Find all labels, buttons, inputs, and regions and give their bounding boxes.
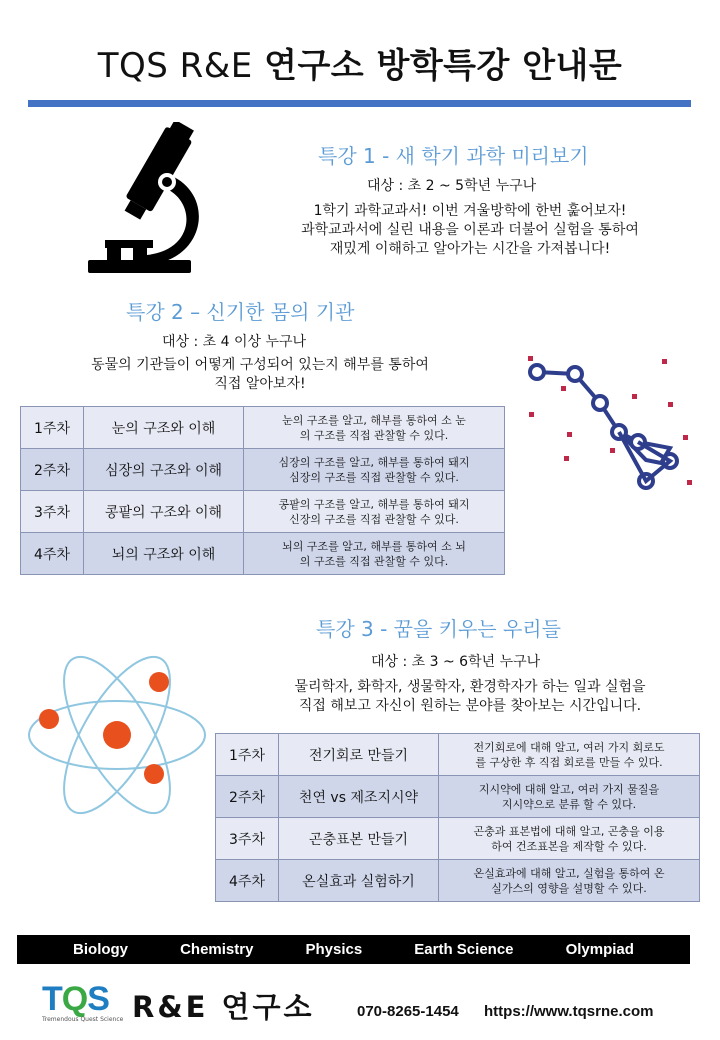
microscope-icon	[85, 122, 205, 277]
table-row	[21, 449, 505, 491]
detail-line: 콩팥의 구조를 알고, 해부를 통하여 돼지	[278, 497, 470, 511]
table-row	[216, 734, 700, 776]
detail-line: 뇌의 구조를 알고, 해부를 통하여 소 뇌	[282, 539, 466, 553]
detail-line: 실가스의 영향을 설명할 수 있다.	[491, 881, 647, 895]
page-title	[0, 38, 720, 87]
subject-label: Biology	[73, 941, 129, 958]
week-cell: 1주차	[21, 407, 84, 449]
lecture1-title: 특강 1 - 새 학기 과학 미리보기	[318, 144, 589, 168]
lecture1-target: 대상 : 초 2 ~ 5학년 누구나	[367, 178, 537, 194]
detail-cell	[439, 734, 700, 776]
topic-cell: 눈의 구조와 이해	[84, 407, 244, 449]
lecture3-description	[240, 678, 700, 716]
table-row	[216, 818, 700, 860]
lecture2-description	[15, 356, 505, 394]
logo-subtitle: Tremendous Quest Science	[42, 1016, 124, 1023]
topic-cell: 천연 vs 제조지시약	[279, 776, 439, 818]
logo-letters: TQS	[42, 980, 109, 1018]
week-cell: 4주차	[216, 860, 279, 902]
detail-line: 눈의 구조를 알고, 해부를 통하여 소 눈	[282, 413, 466, 427]
detail-line: 지시약으로 분류 할 수 있다.	[501, 797, 637, 811]
week-cell: 1주차	[216, 734, 279, 776]
website-link[interactable]: https://www.tqsrne.com	[484, 1003, 654, 1020]
title-main: 연구소 방학특강 안내문	[264, 46, 623, 86]
detail-line: 심장의 구조를 알고, 해부를 통하여 돼지	[278, 455, 470, 469]
lecture2-title: 특강 2 – 신기한 몸의 기관	[126, 300, 355, 324]
subject-label: Olympiad	[565, 941, 634, 958]
subject-band	[17, 935, 690, 964]
detail-line: 의 구조를 직접 관찰할 수 있다.	[299, 554, 449, 568]
lecture2-desc-line: 직접 알아보자!	[214, 376, 306, 392]
lecture3-desc-line: 직접 해보고 자신이 원하는 분야를 찾아보는 시간입니다.	[298, 698, 642, 714]
table-row	[216, 776, 700, 818]
title-prefix: TQS R&E	[97, 46, 253, 86]
lecture2-target: 대상 : 초 4 이상 누구나	[162, 334, 307, 350]
lecture3-desc-line: 물리학자, 화학자, 생물학자, 환경학자가 하는 일과 실험을	[294, 679, 646, 695]
detail-cell	[439, 860, 700, 902]
detail-line: 지시약에 대해 알고, 여러 가지 물질을	[478, 782, 660, 796]
topic-cell: 뇌의 구조와 이해	[84, 533, 244, 575]
topic-cell: 곤충표본 만들기	[279, 818, 439, 860]
tqs-logo	[42, 982, 122, 1028]
brand-name: R&E 연구소	[132, 990, 315, 1024]
detail-cell	[244, 491, 505, 533]
detail-cell	[439, 776, 700, 818]
lecture1-description	[250, 202, 690, 259]
week-cell: 2주차	[216, 776, 279, 818]
detail-cell	[244, 533, 505, 575]
table-row	[21, 407, 505, 449]
detail-cell	[244, 449, 505, 491]
lecture2-desc-line: 동물의 기관들이 어떻게 구성되어 있는지 해부를 통하여	[91, 357, 429, 373]
detail-cell	[439, 818, 700, 860]
detail-line: 하여 건조표본을 제작할 수 있다.	[491, 839, 647, 853]
subject-label: Physics	[305, 941, 363, 958]
lecture2-schedule-table	[20, 406, 505, 575]
week-cell: 3주차	[216, 818, 279, 860]
atom-icon	[25, 640, 210, 830]
table-row	[216, 860, 700, 902]
topic-cell: 온실효과 실험하기	[279, 860, 439, 902]
subject-label: Earth Science	[414, 941, 514, 958]
lecture3-title: 특강 3 - 꿈을 키우는 우리들	[316, 617, 561, 641]
detail-cell	[244, 407, 505, 449]
table-row	[21, 491, 505, 533]
molecule-icon	[520, 350, 700, 500]
topic-cell: 콩팥의 구조와 이해	[84, 491, 244, 533]
title-underline	[28, 100, 691, 107]
detail-line: 신장의 구조를 직접 관찰할 수 있다.	[289, 512, 459, 526]
topic-cell: 심장의 구조와 이해	[84, 449, 244, 491]
detail-line: 온실효과에 대해 알고, 실험을 통하여 온	[473, 866, 665, 880]
detail-line: 전기회로에 대해 알고, 여러 가지 회로도	[473, 740, 665, 754]
week-cell: 2주차	[21, 449, 84, 491]
detail-line: 심장의 구조를 직접 관찰할 수 있다.	[289, 470, 459, 484]
lecture1-desc-line: 재밌게 이해하고 알아가는 시간을 가져봅니다!	[329, 241, 611, 257]
lecture1-desc-line: 1학기 과학교과서! 이번 겨울방학에 한번 훑어보자!	[313, 203, 627, 219]
detail-line: 의 구조를 직접 관찰할 수 있다.	[299, 428, 449, 442]
topic-cell: 전기회로 만들기	[279, 734, 439, 776]
week-cell: 4주차	[21, 533, 84, 575]
detail-line: 곤충과 표본법에 대해 알고, 곤충을 이용	[473, 824, 665, 838]
lecture3-schedule-table	[215, 733, 700, 902]
subject-label: Chemistry	[180, 941, 254, 958]
phone-number: 070-8265-1454	[357, 1003, 459, 1020]
lecture1-desc-line: 과학교과서에 실린 내용을 이론과 더불어 실험을 통하여	[301, 222, 639, 238]
week-cell: 3주차	[21, 491, 84, 533]
lecture3-target: 대상 : 초 3 ~ 6학년 누구나	[371, 654, 541, 670]
detail-line: 를 구상한 후 직접 회로를 만들 수 있다.	[475, 755, 663, 769]
table-row	[21, 533, 505, 575]
